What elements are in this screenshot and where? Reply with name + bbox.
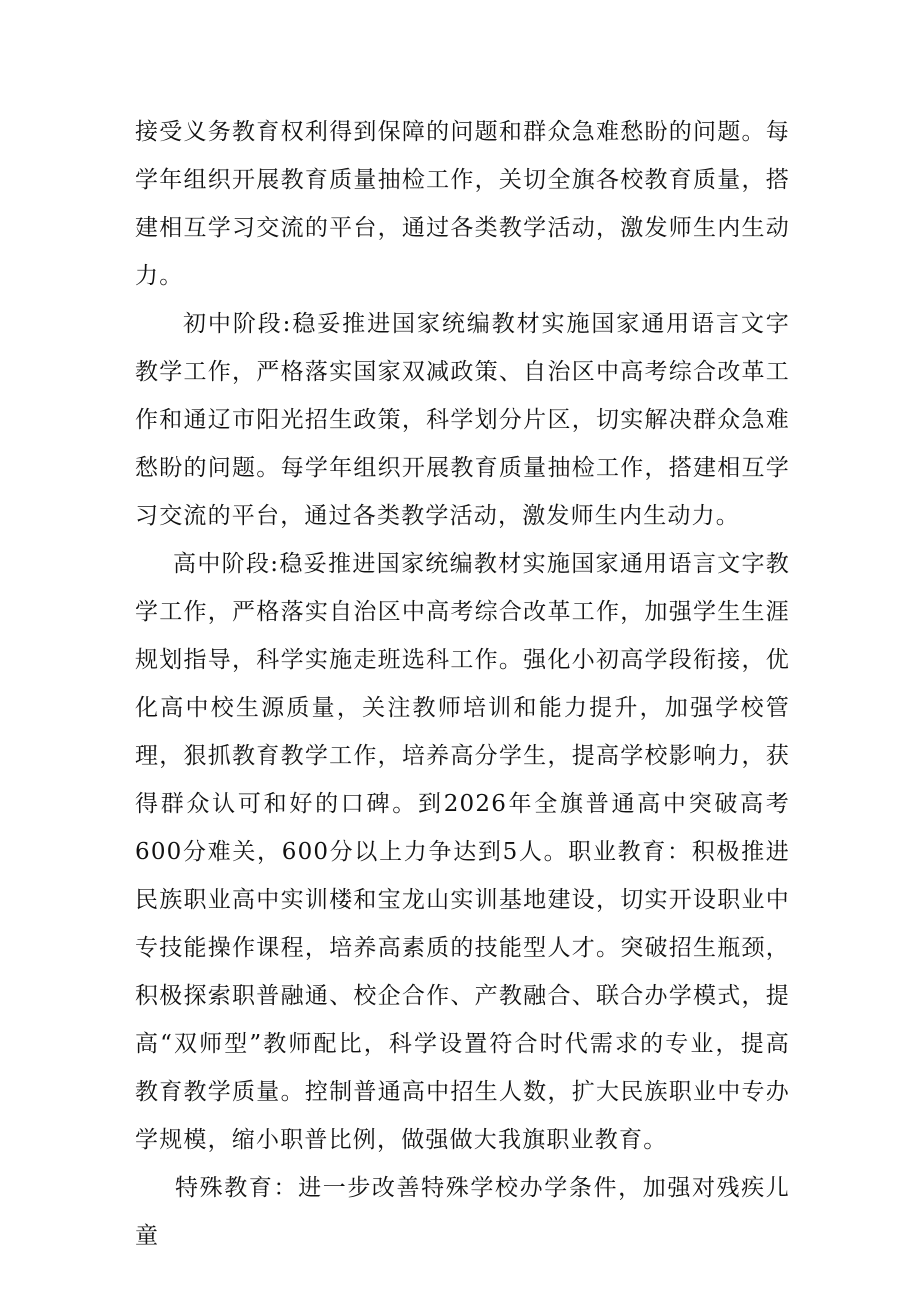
paragraph-special-education: 特殊教育：进一步改善特殊学校办学条件，加强对残疾儿童 — [135, 1175, 790, 1249]
paragraph-junior-high: 初中阶段:稳妥推进国家统编教材实施国家通用语言文字教学工作，严格落实国家双减政策、自治区中高考综合改革工作和通辽市阳光招生政策，科学划分片区，切实解决群众急难愁盼的问题。每学年组织开展教育质量抽检工作，搭建相互学习交流的平台，通过各类教学活动，激发师生内生动力。 — [135, 311, 790, 529]
paragraph-senior-high: 高中阶段:稳妥推进国家统编教材实施国家通用语言文字教学工作，严格落实自治区中高考综合改革工作，加强学生生涯规划指导，科学实施走班选科工作。强化小初高学段衔接，优化高中校生源质量，关注教师培训和能力提升，加强学校管理，狠抓教育教学工作，培养高分学生，提高学校影响力，获得群众认可和好的口碑。到2026年全旗普通高中突破高考600分难关，600分以上力争达到5人。职业教育：积极推进民族职业高中实训楼和宝龙山实训基地建设，切实开设职业中专技能操作课程，培养高素质的技能型人才。突破招生瓶颈，积极探索职普融通、校企合作、产教融合、联合办学模式，提高“双师型”教师配比，科学设置符合时代需求的专业，提高教育教学质量。控制普通高中招生人数，扩大民族职业中专办学规模，缩小职普比例，做强做大我旗职业教育。 — [135, 551, 790, 1153]
paragraph-compulsory-education: 接受义务教育权利得到保障的问题和群众急难愁盼的问题。每学年组织开展教育质量抽检工作，关切全旗各校教育质量，搭建相互学习交流的平台，通过各类教学活动，激发师生内生动力。 — [135, 119, 790, 289]
document-page — [135, 108, 790, 1260]
